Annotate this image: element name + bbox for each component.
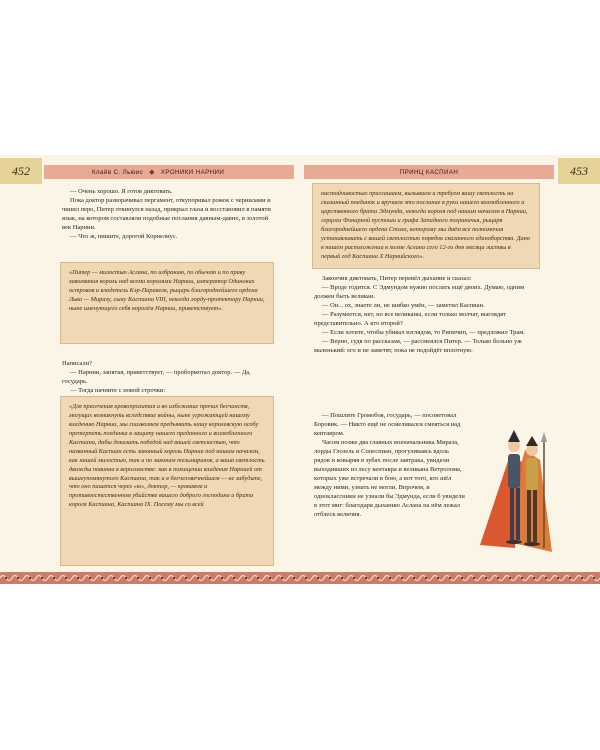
ornament-dot [173, 577, 175, 579]
left-paragraph: — Нарнии, запятая, приветствует, — пробормотал доктор. — Да, государь. [62, 368, 251, 385]
ornament-dot [341, 577, 343, 579]
ornament-dot [293, 577, 295, 579]
ornament-dot [65, 577, 67, 579]
ornament-dot [257, 577, 259, 579]
left-paragraph: — Что ж, пишите, дорогой Корнелиус. [70, 232, 178, 240]
ornament-dot [209, 577, 211, 579]
ornament-dot [449, 577, 451, 579]
ornament-dot [473, 577, 475, 579]
ornament-dot [281, 577, 283, 579]
letter-box-continuation: настойчивостью приглашаем, вызываем и требуем вашу светлость на сказанный поединок и вручаем это послание в руки нашего возлюбленного и царственного брата Эдмунда, некогда короля под нашим началом в Нарнии, герцога Фонарной пустоши и графа Западного пограничья, рыцаря благороднейшего ордена Стола, которому мы даём все полномочия устанавливать с вашей светлостью порядок сказанного единоборства. Дано в нашем расположении в холме Аслана сего 12-го дня месяца листвы в первый год Каспиана X Нарнийского». [312, 183, 540, 269]
ornament-dot [593, 577, 595, 579]
ornament-dot [137, 577, 139, 579]
ornament-dot [521, 577, 523, 579]
ornament-dot [413, 577, 415, 579]
ornament-dot [17, 577, 19, 579]
running-head-author: Клайв С. Льюис [92, 168, 144, 176]
right-paragraph: — Он... ох, знаете ли, не шибко умён, — заметил Каспиан. [322, 301, 485, 309]
ornament-dot [5, 577, 7, 579]
ornament-dot [221, 577, 223, 579]
right-paragraph: Закончив диктовать, Питер перевёл дыхание и сказал: [322, 275, 472, 282]
right-paragraph: — Верно, судя по рассказам, — рассмеялся Питер. — Только больно уж маленький: его и не заметят, пока не подойдёт вплотную. [314, 337, 522, 354]
right-paragraph: Часом позже два главных военачальника Мираза, лорды Глозель и Сопеспиан, прогуливаясь вдоль рядов и ковыряя в зубах после завтрака, увидели выходивших из лесу кентавра и великана Ветролома, которых уже встречали в бою, а вот того, кто шёл между ними, узнать не могли. Впрочем, и одноклассники не узнали бы Эдмунда, если б увидели в этот миг: благодаря дыханию Аслана на нём лежал отблеск величия. [314, 438, 465, 518]
right-paragraph: — Вроде годится. С Эдмундом нужно послать ещё двоих. Думаю, одним должен быть великан. [314, 283, 525, 300]
ornament-dot [41, 577, 43, 579]
ornament-dot [77, 577, 79, 579]
left-running-head [44, 165, 294, 179]
ornament-dot [197, 577, 199, 579]
ornament-dot [245, 577, 247, 579]
left-paragraph: — Очень хорошо. Я готов диктовать. [70, 188, 173, 195]
ornament-dot [569, 577, 571, 579]
ornament-dot [365, 577, 367, 579]
ornament-pattern [0, 572, 600, 584]
ornament-dot [509, 577, 511, 579]
ornament-dot [401, 577, 403, 579]
ornament-dot [437, 577, 439, 579]
ornament-dot [581, 577, 583, 579]
running-head-series: ХРОНИКИ НАРНИИ [160, 168, 225, 176]
right-text-upper [314, 275, 540, 356]
ornament-dot [269, 577, 271, 579]
ornament-dot [89, 577, 91, 579]
ornament-dot [149, 577, 151, 579]
ornament-dot [497, 577, 499, 579]
decorative-border-band [0, 572, 600, 584]
ornament-dot [161, 577, 163, 579]
ornament-dot [101, 577, 103, 579]
ornament-dot [485, 577, 487, 579]
left-text-top [62, 188, 274, 242]
ornament-dot [425, 577, 427, 579]
letter-box-1: «Питер — милостью Аслана, по избранию, по обычаю и по праву завоевания король над всеми королями Нарнии, император Одиноких островов и владетель Кэр-Паравеля, рыцарь благороднейшего ордена Льва — Миразу, сыну Каспиана VIII, некогда лорду-протектору Нарнии, ныне именующего себя королём Нарнии, приветствует». [60, 262, 274, 344]
right-text-lower [314, 412, 466, 520]
ornament-dot [305, 577, 307, 579]
ornament-dot [125, 577, 127, 579]
ornament-dot [377, 577, 379, 579]
two-figures-illustration-icon [470, 420, 570, 560]
left-paragraph: — Тогда начните с новой строчки: [70, 386, 166, 394]
right-paragraph: — Пошлите Громобоя, государь, — посоветовал Боровик. — Никто ещё не осмеливался смеяться над кентавром. [314, 412, 461, 437]
ornament-dot [233, 577, 235, 579]
ornament-dot [317, 577, 319, 579]
right-paragraph: — Разумеется, нет, но все великаны, если только молчат, выглядят представительно. А кто второй? [314, 310, 507, 327]
ornament-dot [185, 577, 187, 579]
left-paragraph: Написали? [62, 360, 92, 367]
right-paragraph: — Если хотите, чтобы убивал взглядом, то Рипичип, — предложил Трам. [322, 328, 525, 336]
ornament-dot [461, 577, 463, 579]
ornament-dot [557, 577, 559, 579]
left-page-number: 452 [0, 158, 42, 184]
ornament-dot [545, 577, 547, 579]
right-running-head: ПРИНЦ КАСПИАН [304, 165, 554, 179]
ornament-dot [389, 577, 391, 579]
ornament-dot [353, 577, 355, 579]
letter-box-2: «Для пресечения кровопролития и во избежание прочих бесчинств, могущих возникнуть вследствие войны, ныне угрожающей нашему владению Нарнии, мы соизволяем предъявить нашу королевскую особу претерпеть поединка в защиту нашего преданного и возлюбленного Каспиана, дабы доказать победой над вашей светлостью, что названный Каспиан есть законный король Нарнии под нашим началом, как нашей милостью, так и по законам тельмаринов, а ваша светлость дважды повинна в вероломстве: как в похищении владения Нарнией от вышеупомянутого Каспиана, так и в бесчеловечнейшем — не забудьте, что оно пишется через «ю», доктор, — кровавом и противоестественном убийстве вашего доброго господина и брата короля Каспиана, Каспиана IX. Посему мы со всей [60, 396, 274, 566]
left-text-mid [62, 360, 274, 396]
running-head-separator: ◆ [149, 169, 155, 176]
ornament-dot [53, 577, 55, 579]
left-paragraph: Пока доктор разворачивал пергамент, откупоривал рожок с чернилами и чинил перо, Питер откинулся назад, прикрыл глаза и восстановил в памяти язык, на котором составляли подобные послания давным-давно, в золотой век Нарнии. [62, 196, 271, 231]
right-page-number: 453 [558, 158, 600, 184]
ornament-dot [29, 577, 31, 579]
ornament-dot [113, 577, 115, 579]
ornament-dot [533, 577, 535, 579]
ornament-dot [329, 577, 331, 579]
